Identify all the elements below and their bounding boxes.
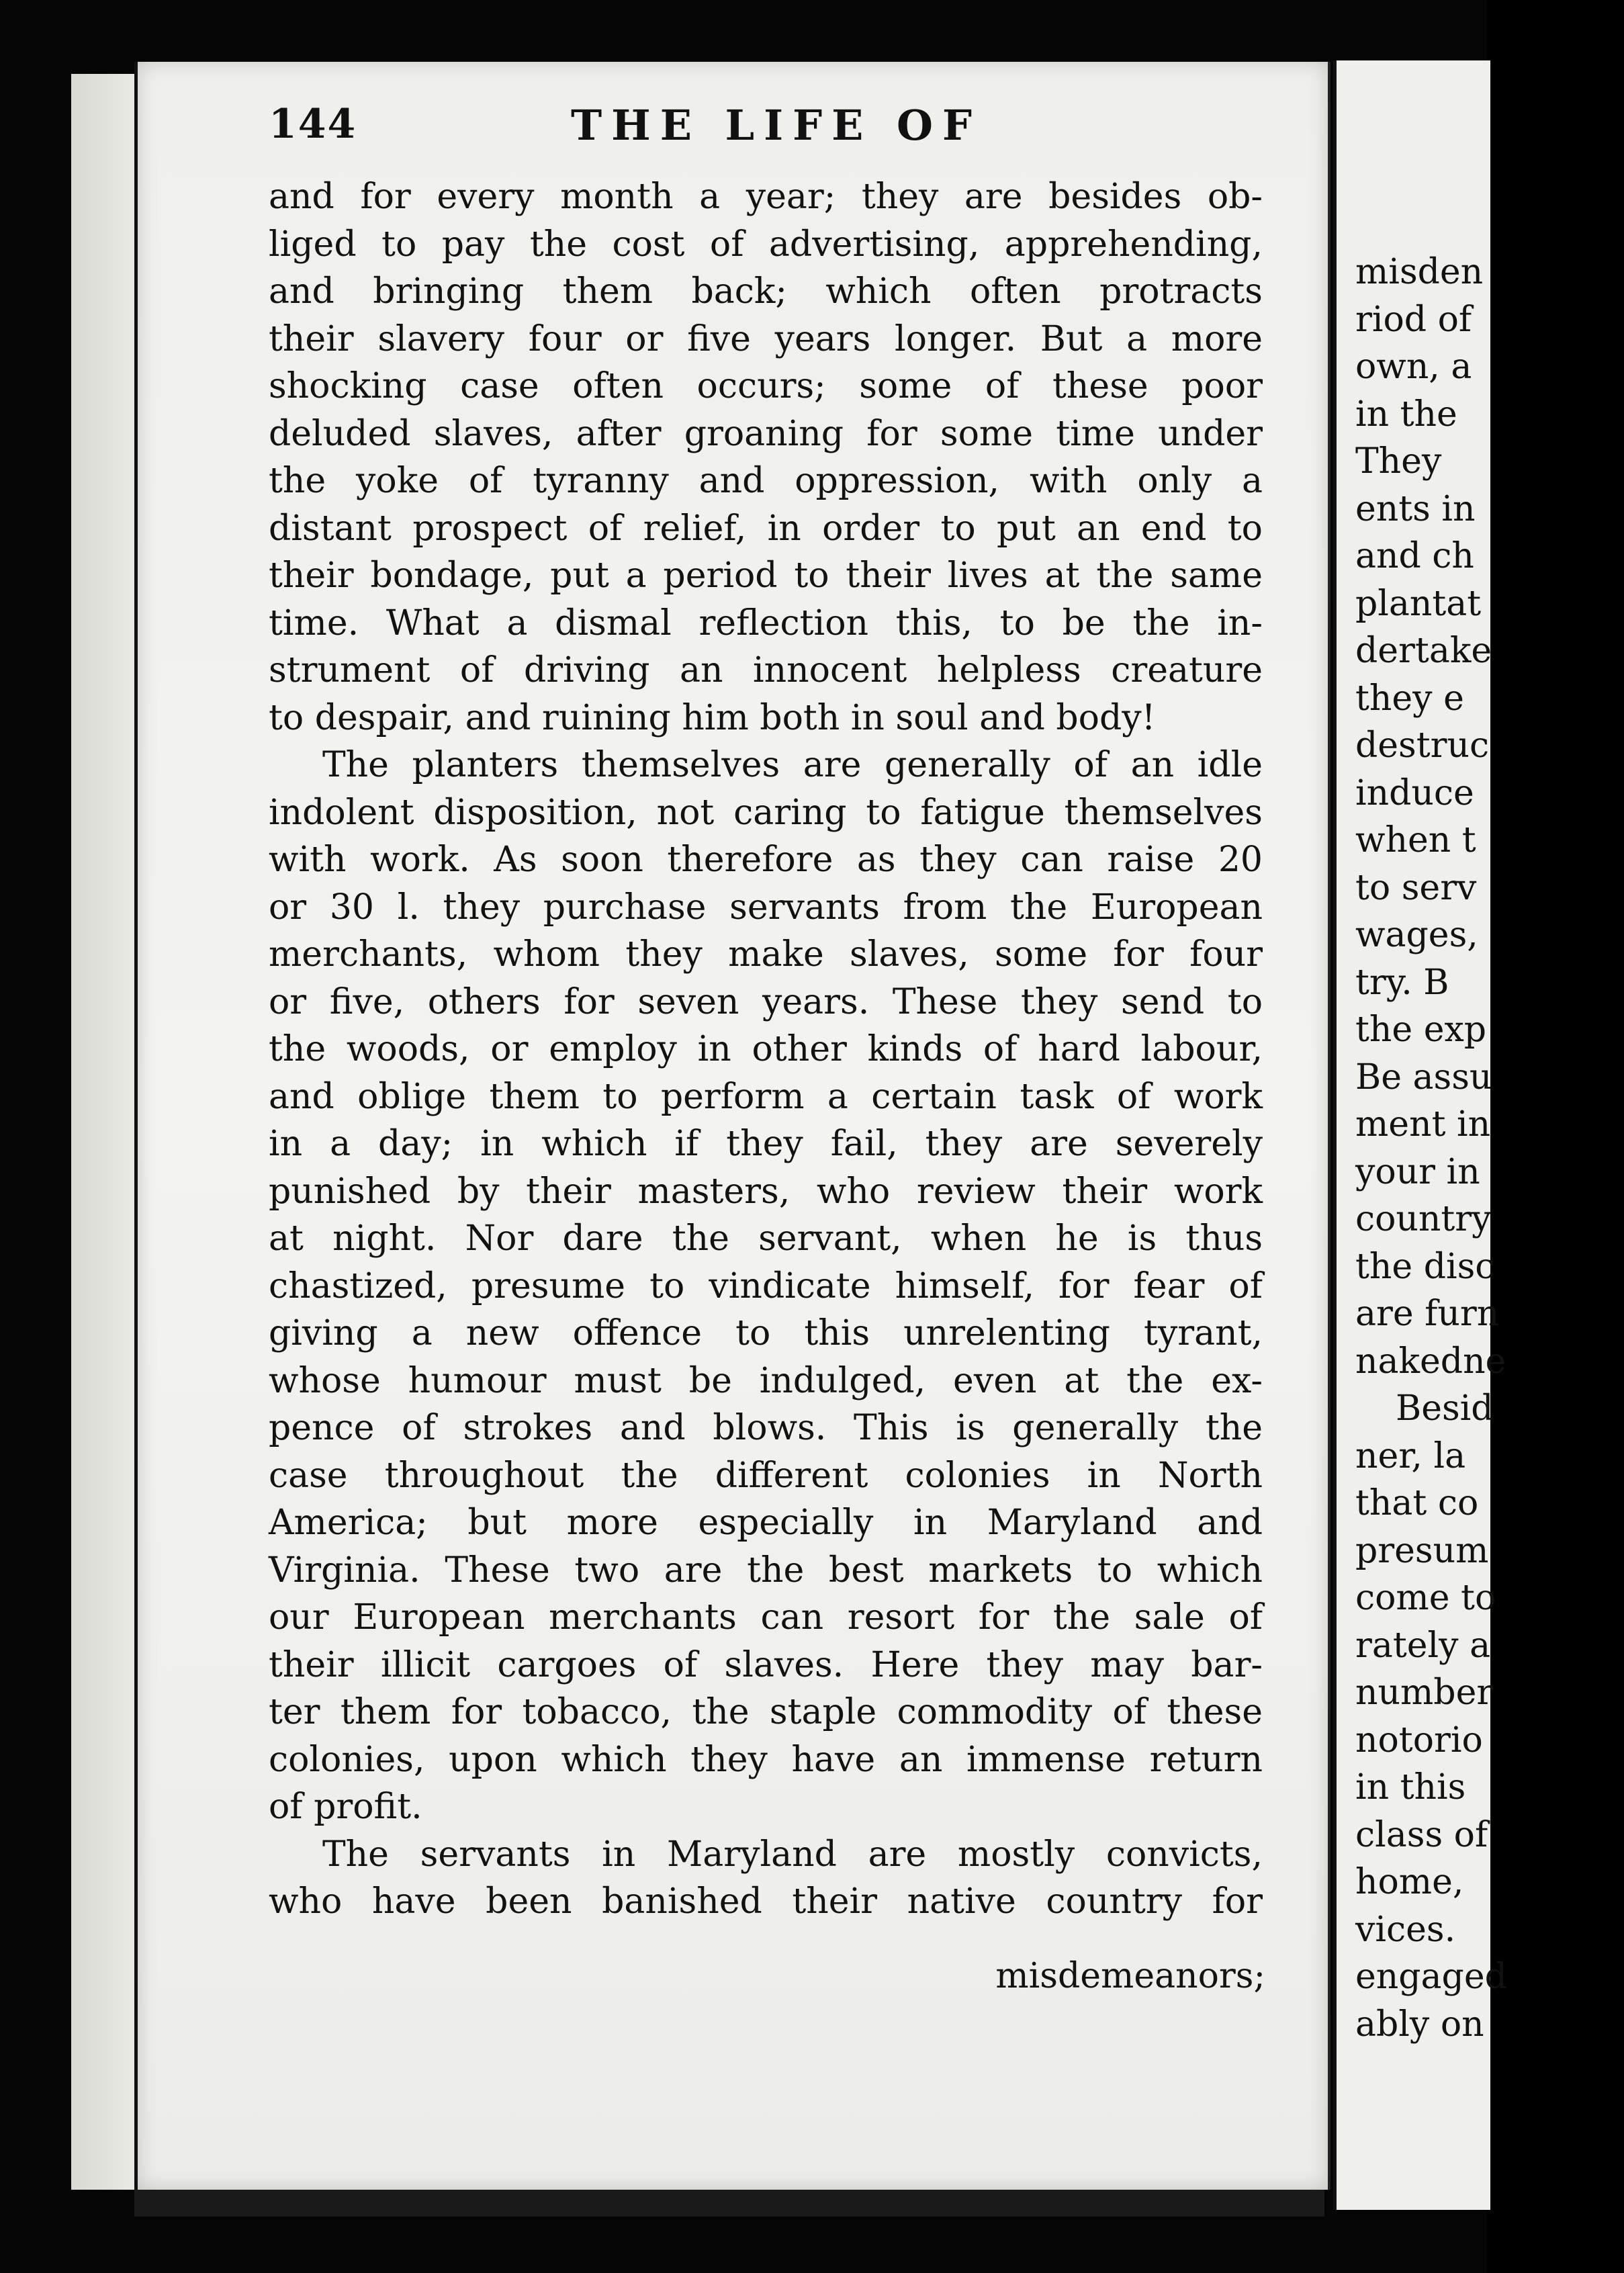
facing-text-line: presum — [1355, 1530, 1489, 1571]
text-line: chastized, presume to vindicate himself, for fear of — [269, 1265, 1263, 1306]
facing-text-line: dertake — [1355, 631, 1492, 671]
text-line: merchants, whom they make slaves, some for four — [269, 934, 1263, 975]
facing-text-line: country — [1355, 1199, 1492, 1239]
facing-text-line: vices. — [1355, 1909, 1456, 1950]
text-line: or 30 l. they purchase servants from the European — [269, 887, 1263, 928]
text-line: indolent disposition, not caring to fatigue themselves — [269, 792, 1263, 833]
text-line: and oblige them to perform a certain task of work — [269, 1076, 1263, 1117]
facing-text-line: come to — [1355, 1578, 1496, 1618]
text-line: our European merchants can resort for the sale of — [269, 1597, 1263, 1638]
text-line: ter them for tobacco, the staple commodity of these — [269, 1692, 1263, 1732]
facing-text-line: wages, — [1355, 915, 1478, 955]
facing-text-line: are furn — [1355, 1294, 1500, 1334]
text-line: in a day; in which if they fail, they are severely — [269, 1124, 1263, 1164]
text-line: with work. As soon therefore as they can raise 20 — [269, 840, 1263, 880]
text-line: whose humour must be indulged, even at the ex- — [269, 1360, 1263, 1401]
text-line: to despair, and ruining him both in soul and body! — [269, 697, 1156, 738]
facing-text-line: they e — [1355, 678, 1464, 719]
facing-text-line: that co — [1355, 1483, 1479, 1523]
facing-text-line: try. B — [1355, 962, 1449, 1003]
text-line: their illicit cargoes of slaves. Here they may bar- — [269, 1644, 1263, 1685]
text-line: who have been banished their native country for — [269, 1881, 1263, 1922]
text-line: of profit. — [269, 1787, 422, 1827]
running-head: THE LIFE OF — [571, 101, 982, 150]
page-number: 144 — [269, 101, 357, 148]
text-line: their bondage, put a period to their lives at the same — [269, 555, 1263, 596]
facing-text-line: your in — [1355, 1151, 1480, 1192]
facing-text-line: the disc — [1355, 1246, 1495, 1287]
text-line: giving a new offence to this unrelenting tyrant, — [269, 1313, 1263, 1353]
facing-text-line: and ch — [1355, 536, 1474, 576]
facing-text-line: the exp — [1355, 1010, 1487, 1050]
text-line: punished by their masters, who review their work — [269, 1171, 1263, 1212]
facing-text-line: misden — [1355, 252, 1484, 292]
text-line: The servants in Maryland are mostly convicts, — [322, 1834, 1263, 1875]
facing-text-line: in this — [1355, 1767, 1466, 1808]
facing-text-line: ner, la — [1355, 1435, 1466, 1476]
catchword: misdemeanors; — [995, 1956, 1265, 1996]
text-line: strument of driving an innocent helpless creature — [269, 650, 1263, 690]
facing-text-line: engaged — [1355, 1957, 1507, 1997]
text-line: at night. Nor dare the servant, when he is thus — [269, 1218, 1263, 1259]
right-page — [1333, 60, 1507, 2210]
facing-text-line: number — [1355, 1673, 1494, 1713]
text-line: or five, others for seven years. These they send to — [269, 981, 1263, 1022]
facing-text-line: when t — [1355, 820, 1476, 860]
text-line: pence of strokes and blows. This is generally the — [269, 1408, 1263, 1448]
facing-text-line: ment in — [1355, 1104, 1491, 1145]
facing-text-line: induce — [1355, 772, 1474, 813]
text-line: colonies, upon which they have an immense return — [269, 1739, 1263, 1780]
facing-text-line: ably on — [1355, 2004, 1484, 2045]
facing-text-line: rately a — [1355, 1625, 1491, 1666]
text-line: shocking case often occurs; some of these poor — [269, 366, 1263, 406]
text-line: the woods, or employ in other kinds of hard labour, — [269, 1029, 1263, 1069]
text-line: and for every month a year; they are besides ob- — [269, 177, 1263, 217]
facing-text-line: Besid — [1396, 1388, 1494, 1429]
page-header — [154, 101, 1296, 175]
facing-text-line: riod of — [1355, 299, 1472, 340]
text-line: time. What a dismal reflection this, to be the in- — [269, 603, 1263, 643]
facing-text-line: nakedne — [1355, 1341, 1506, 1382]
facing-text-line: They — [1355, 441, 1442, 482]
page-bottom-edge — [134, 2190, 1324, 2217]
text-line: America; but more especially in Maryland and — [269, 1503, 1263, 1543]
text-line: deluded slaves, after groaning for some time under — [269, 413, 1263, 454]
text-line: their slavery four or five years longer. But a more — [269, 318, 1263, 359]
facing-text-line: Be assu — [1355, 1057, 1492, 1098]
left-margin-strip — [71, 74, 134, 2190]
text-line: The planters themselves are generally of an idle — [322, 745, 1263, 785]
facing-text-line: destruc — [1355, 725, 1490, 766]
facing-text-line: own, a — [1355, 347, 1472, 387]
facing-text-line: ents in — [1355, 488, 1476, 529]
text-line: case throughout the different colonies in North — [269, 1455, 1263, 1496]
facing-text-line: plantat — [1355, 583, 1482, 624]
facing-text-line: home, — [1355, 1862, 1464, 1902]
left-page-text — [269, 173, 1263, 1926]
text-line: and bringing them back; which often protracts — [269, 271, 1263, 312]
text-line: distant prospect of relief, in order to put an end to — [269, 508, 1263, 549]
text-line: Virginia. These two are the best markets to which — [269, 1550, 1263, 1591]
facing-text-line: class of — [1355, 1814, 1488, 1855]
text-line: liged to pay the cost of advertising, apprehending, — [269, 224, 1263, 265]
facing-text-line: in the — [1355, 394, 1457, 435]
facing-text-line: to serv — [1355, 867, 1477, 908]
text-line: the yoke of tyranny and oppression, with only a — [269, 461, 1263, 501]
right-page-text — [1355, 249, 1624, 2048]
facing-text-line: notorio — [1355, 1720, 1483, 1761]
